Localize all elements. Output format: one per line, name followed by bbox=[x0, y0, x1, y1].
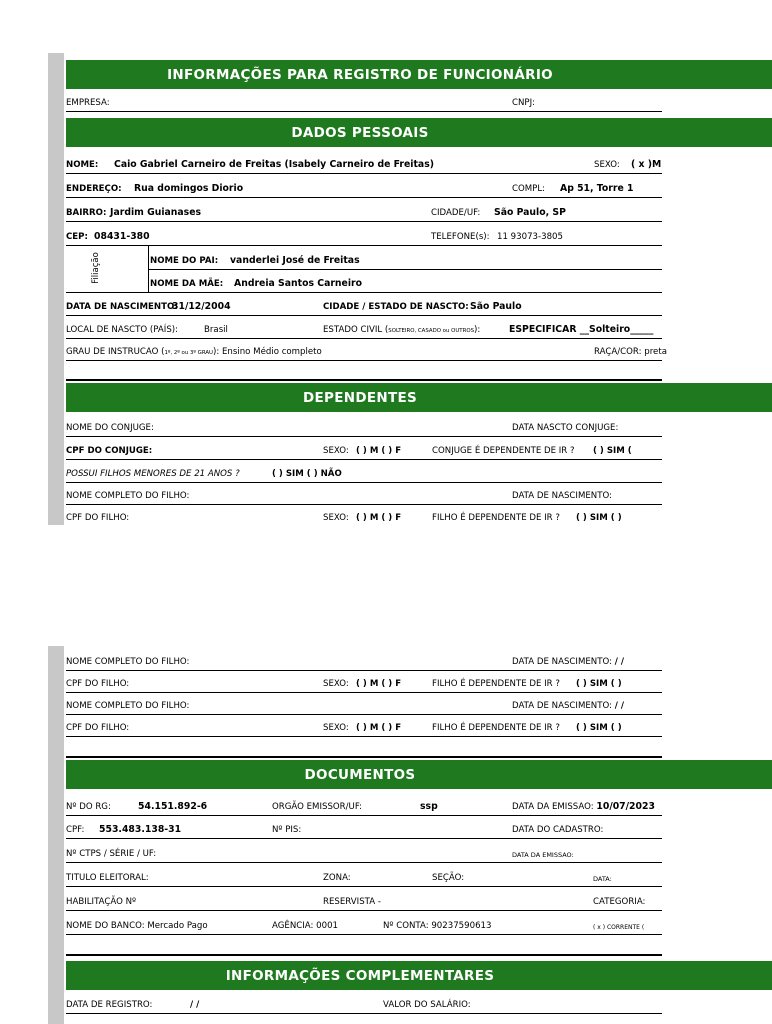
spacer-row-2 bbox=[66, 737, 662, 758]
bairro-label: BAIRRO: bbox=[66, 208, 107, 218]
filho-ir-options[interactable]: ( ) SIM ( ) bbox=[576, 679, 622, 689]
cpf-filho-row-3 bbox=[66, 714, 662, 737]
complementares-header: INFORMAÇÕES COMPLEMENTARES bbox=[66, 961, 772, 990]
ctps-row bbox=[66, 840, 662, 863]
endereco-value: Rua domingos Diorio bbox=[134, 183, 244, 194]
habilitacao-row bbox=[66, 888, 662, 911]
corrente-option[interactable]: ( x ) CORRENTE ( bbox=[593, 924, 645, 931]
endereco-row bbox=[66, 175, 662, 198]
ctps-label: Nº CTPS / SÉRIE / UF: bbox=[66, 849, 157, 859]
filho-ir-label: FILHO É DEPENDENTE DE IR ? bbox=[432, 513, 560, 523]
titulo-label: TITULO ELEITORAL: bbox=[66, 873, 149, 883]
sexo-value: ( x )M bbox=[631, 159, 662, 170]
rg-value: 54.151.892-6 bbox=[138, 801, 208, 812]
rg-row bbox=[66, 793, 662, 816]
sexo-label: SEXO: bbox=[594, 160, 620, 170]
zona-label: ZONA: bbox=[323, 873, 351, 883]
spacer-row bbox=[66, 360, 662, 381]
registro-header: INFORMAÇÕES PARA REGISTRO DE FUNCIONÁRIO bbox=[66, 60, 772, 89]
cidade-uf-label: CIDADE/UF: bbox=[431, 208, 481, 218]
pis-label: Nº PIS: bbox=[272, 825, 302, 835]
registro-row bbox=[66, 991, 662, 1014]
emissao-label: DATA DA EMISSAO: 10/07/2023 bbox=[512, 801, 655, 812]
cpf-filho-label: CPF DO FILHO: bbox=[66, 723, 130, 733]
mae-value: Andreia Santos Carneiro bbox=[234, 278, 363, 289]
pai-row bbox=[148, 247, 662, 270]
filhos-row bbox=[66, 460, 662, 483]
cpf-value: 553.483.138-31 bbox=[99, 824, 182, 835]
registro-value: / / bbox=[190, 1000, 200, 1010]
filho-nome-row-1 bbox=[66, 482, 662, 505]
sexo-filho-label: SEXO: bbox=[323, 513, 349, 523]
nascimento-label: DATA DE NASCIMENTO: bbox=[66, 302, 178, 312]
filho-nome-label: NOME COMPLETO DO FILHO: bbox=[66, 701, 190, 711]
ctps-emissao-label: DATA DA EMISSAO: bbox=[512, 851, 574, 859]
sexo-conjuge-label: SEXO: bbox=[323, 446, 349, 456]
compl-value: Ap 51, Torre 1 bbox=[560, 183, 634, 194]
banco-label: NOME DO BANCO: Mercado Pago bbox=[66, 921, 208, 931]
sexo-filho-label: SEXO: bbox=[323, 679, 349, 689]
mae-row bbox=[66, 270, 662, 293]
mae-label: NOME DA MÃE: bbox=[150, 279, 224, 289]
titulo-row bbox=[66, 864, 662, 887]
filhos-options[interactable]: ( ) SIM ( ) NÃO bbox=[272, 469, 342, 479]
conjuge-row bbox=[66, 414, 662, 437]
cidade-nascto-value: São Paulo bbox=[470, 301, 522, 312]
conjuge-ir-options[interactable]: ( ) SIM ( bbox=[593, 446, 632, 456]
filho-data-label: DATA DE NASCIMENTO: / / bbox=[512, 657, 624, 667]
pai-label: NOME DO PAI: bbox=[150, 256, 219, 266]
nascimento-row bbox=[66, 293, 662, 316]
instrucao-row bbox=[66, 338, 667, 361]
banco-row bbox=[66, 912, 662, 935]
pai-value: vanderlei José de Freitas bbox=[230, 255, 360, 266]
conjuge-ir-label: CONJUGE É DEPENDENTE DE IR ? bbox=[432, 446, 575, 456]
estado-civil-label: ESTADO CIVIL (SOLTEIRO, CASADO ou OUTROS): bbox=[323, 325, 481, 335]
telefone-label: TELEFONE(s): bbox=[431, 232, 490, 242]
cidade-nascto-label: CIDADE / ESTADO DE NASCTO: bbox=[323, 302, 469, 312]
telefone-value: 11 93073-3805 bbox=[497, 232, 563, 242]
cpf-filho-label: CPF DO FILHO: bbox=[66, 513, 130, 523]
registro-label: DATA DE REGISTRO: bbox=[66, 1000, 153, 1010]
local-nascto-label: LOCAL DE NASCTO (PAÍS): bbox=[66, 325, 179, 335]
filiacao-label: Filiação bbox=[91, 252, 101, 284]
sexo-filho-options[interactable]: ( ) M ( ) F bbox=[356, 723, 402, 733]
nascimento-value: 31/12/2004 bbox=[172, 301, 231, 312]
filho-nome-row-2 bbox=[66, 648, 662, 671]
data-label: DATA: bbox=[593, 875, 612, 883]
filho-nome-label: NOME COMPLETO DO FILHO: bbox=[66, 657, 190, 667]
filho-nome-label: NOME COMPLETO DO FILHO: bbox=[66, 491, 190, 501]
reservista-label: RESERVISTA - bbox=[323, 897, 381, 907]
local-nascto-value: Brasil bbox=[204, 325, 228, 335]
orgao-label: ORGÃO EMISSOR/UF: bbox=[272, 802, 362, 812]
bairro-row bbox=[66, 199, 662, 222]
empresa-row bbox=[66, 89, 662, 112]
cep-value: 08431-380 bbox=[94, 231, 150, 242]
cidade-uf-value: São Paulo, SP bbox=[494, 207, 566, 218]
filho-ir-label: FILHO É DEPENDENTE DE IR ? bbox=[432, 679, 560, 689]
filho-ir-options[interactable]: ( ) SIM ( ) bbox=[576, 513, 622, 523]
estado-civil-value: ESPECIFICAR __Solteiro_____ bbox=[509, 324, 654, 335]
cpf-row bbox=[66, 816, 662, 839]
raca-label: RAÇA/COR: preta bbox=[594, 347, 667, 357]
cep-label: CEP: bbox=[66, 232, 88, 242]
cpf-filho-row-2 bbox=[66, 670, 662, 693]
secao-label: SEÇÃO: bbox=[432, 873, 465, 883]
orgao-value: ssp bbox=[420, 801, 438, 812]
dependentes-header: DEPENDENTES bbox=[66, 383, 772, 412]
salario-label: VALOR DO SALÁRIO: bbox=[383, 1000, 471, 1010]
spacer-row-3 bbox=[66, 935, 662, 956]
empresa-label: EMPRESA: bbox=[66, 98, 110, 108]
dados-pessoais-header: DADOS PESSOAIS bbox=[66, 118, 772, 147]
local-nascto-row bbox=[66, 316, 662, 339]
filho-data-label: DATA DE NASCIMENTO: / / bbox=[512, 701, 624, 711]
filho-ir-label: FILHO É DEPENDENTE DE IR ? bbox=[432, 723, 560, 733]
cpf-label: CPF: bbox=[66, 825, 85, 835]
nome-value: Caio Gabriel Carneiro de Freitas (Isabely Carneiro de Freitas) bbox=[114, 159, 434, 170]
endereco-label: ENDEREÇO: bbox=[66, 184, 122, 194]
cep-row bbox=[66, 223, 662, 246]
conjuge-label: NOME DO CONJUGE: bbox=[66, 423, 154, 433]
filhos-label: POSSUI FILHOS MENORES DE 21 ANOS ? bbox=[66, 469, 240, 479]
sexo-filho-options[interactable]: ( ) M ( ) F bbox=[356, 513, 402, 523]
cpf-filho-row-1 bbox=[66, 504, 662, 526]
nome-label: NOME: bbox=[66, 160, 99, 170]
cpf-conjuge-row bbox=[66, 437, 662, 460]
cnpj-label: CNPJ: bbox=[512, 98, 536, 108]
data-nascto-conjuge-label: DATA NASCTO CONJUGE: bbox=[512, 423, 619, 433]
instrucao-label: GRAU DE INSTRUCAO (1º, 2º ou 3º GRAU): Ensino Médio completo bbox=[66, 347, 322, 357]
agencia-label: AGÊNCIA: 0001 bbox=[272, 921, 339, 931]
conta-label: Nº CONTA: 90237590613 bbox=[383, 921, 492, 931]
sexo-filho-options[interactable]: ( ) M ( ) F bbox=[356, 679, 402, 689]
cadastro-label: DATA DO CADASTRO: bbox=[512, 825, 604, 835]
filho-nome-row-3 bbox=[66, 692, 662, 715]
filho-ir-options[interactable]: ( ) SIM ( ) bbox=[576, 723, 622, 733]
documentos-header: DOCUMENTOS bbox=[66, 760, 772, 789]
sexo-conjuge-options[interactable]: ( ) M ( ) F bbox=[356, 446, 402, 456]
bairro-value: Jardim Guianases bbox=[110, 207, 202, 218]
cpf-conjuge-label: CPF DO CONJUGE: bbox=[66, 446, 153, 456]
sexo-filho-label: SEXO: bbox=[323, 723, 349, 733]
categoria-label: CATEGORIA: bbox=[593, 897, 646, 907]
compl-label: COMPL: bbox=[512, 184, 546, 194]
rg-label: Nº DO RG: bbox=[66, 802, 111, 812]
filho-data-label: DATA DE NASCIMENTO: bbox=[512, 491, 612, 501]
cpf-filho-label: CPF DO FILHO: bbox=[66, 679, 130, 689]
nome-row bbox=[66, 151, 662, 174]
habilitacao-label: HABILITAÇÃO Nº bbox=[66, 897, 137, 907]
